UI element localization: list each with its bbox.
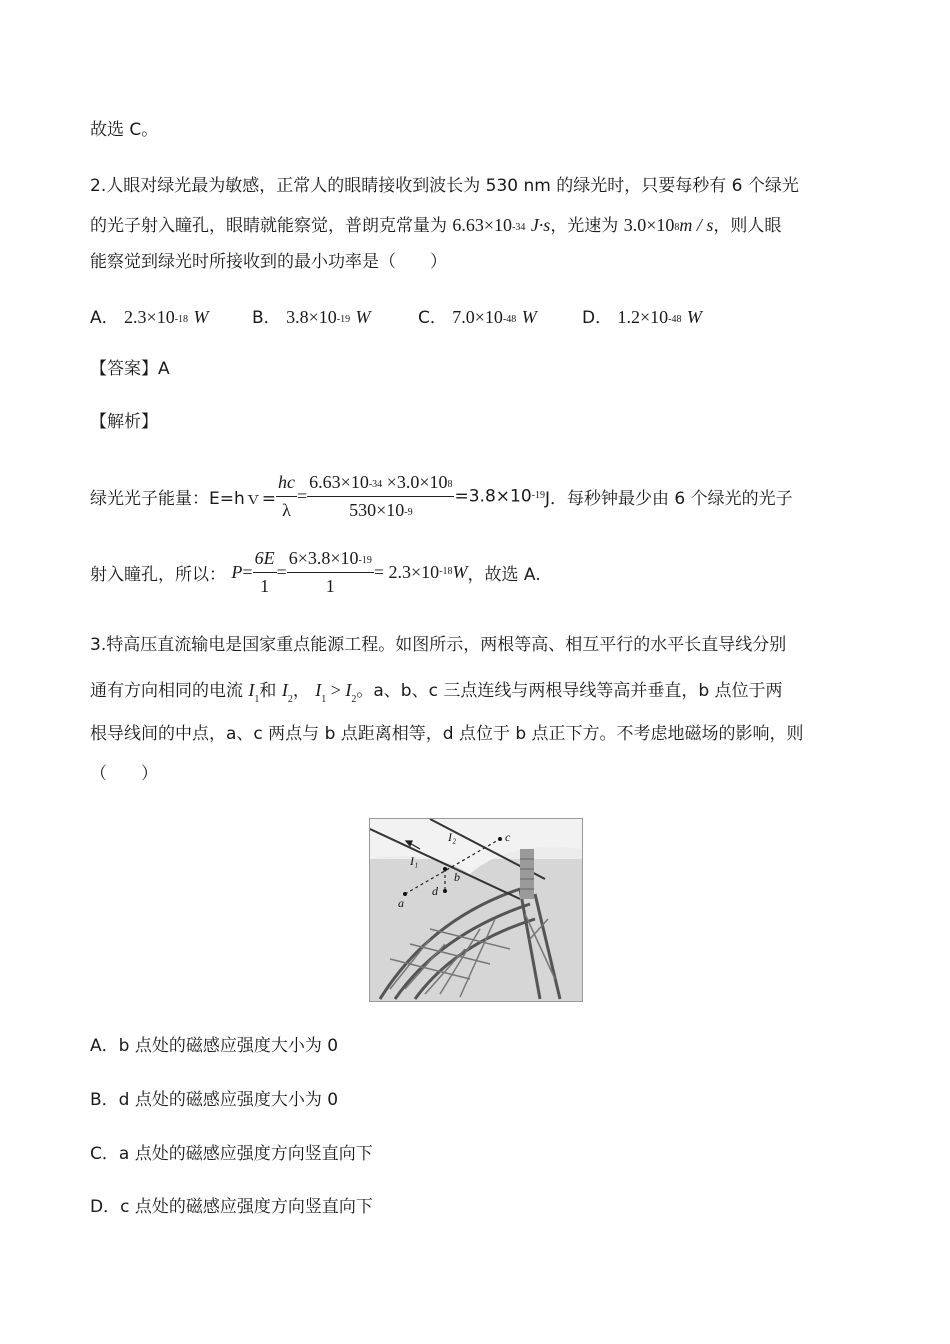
option-exp: -19 [336,314,351,325]
fraction-numerator: 6E [253,548,277,573]
q2-answer: 【答案】A [90,359,170,379]
current-symbol: I [281,680,288,700]
current-subscript: 1 [254,694,260,705]
q3-stem-line-1: 3.特高压直流输电是国家重点能源工程。如图所示，两根等高、相互平行的水平长直导线分别 [90,635,787,655]
q2-solution-line-1 [90,472,793,521]
light-speed-coef: 3.0×10 [623,215,675,235]
q2-option-a[interactable] [90,305,208,333]
denominator-exp: -9 [404,507,413,518]
q3-option-c[interactable]: C．a 点处的磁感应强度方向竖直向下 [90,1144,373,1164]
option-value: 2.3×10 [124,307,175,327]
label-i2: I₂ [448,830,457,844]
q3-text: ， [292,681,310,701]
solution-result-exp: -19 [531,490,545,501]
current-symbol: I [248,680,255,700]
q2-option-c[interactable] [418,305,537,333]
q3-text: 。a、b、c 三点连线与两根导线等高并垂直，b 点位于两 [356,681,783,701]
q2-text: 的光子射入瞳孔，眼睛就能察觉，普朗克常量为 [90,216,447,236]
equals-sign: = [242,562,253,582]
light-speed-unit: m / s [679,215,714,235]
option-label: D． [582,308,613,328]
q2-stem-line-1: 2.人眼对绿光最为敏感，正常人的眼睛接收到波长为 530 nm 的绿光时，只要每秒有 6 个绿光 [90,176,799,196]
power-tower-illustration [370,819,582,1001]
option-value: 3.8×10 [286,307,337,327]
fraction-numerator: hc [276,472,297,497]
greater-than: > [326,680,346,700]
q3-stem-line-4: （ ） [90,764,158,784]
numerator-part: 6×3.8×10 [288,548,359,568]
previous-conclusion: 故选 C。 [90,120,159,140]
current-symbol: I [345,680,352,700]
numerator-exp: 8 [447,479,453,490]
fraction-denominator: 1 [260,576,270,596]
result-value: = 2.3×10 [373,562,440,582]
current-subscript: 2 [351,694,357,705]
result-exp: -18 [439,566,453,577]
numerator-part: 6.63×10 [309,472,369,492]
denominator-part: 530×10 [349,500,405,520]
current-subscript: 1 [321,694,327,705]
q2-text: ，光速为 [550,216,619,236]
result-unit: W [452,562,468,582]
label-c: c [505,830,511,844]
label-i1: I₁ [410,854,419,868]
power-line-figure [369,818,583,1002]
fraction-denominator: 1 [325,576,335,596]
label-d: d [432,884,438,898]
option-exp: -48 [668,314,682,325]
option-value: 1.2×10 [617,307,669,327]
solution-text: 射入瞳孔，所以： [90,565,226,585]
label-b: b [454,870,460,884]
fraction-hc-lambda [276,472,297,521]
current-subscript: 2 [287,694,293,705]
q2-analysis-title: 【解析】 [90,412,158,432]
q3-stem-line-3: 根导线间的中点，a、c 两点与 b 点距离相等，d 点位于 b 点正下方。不考虑地磁场的影响，则 [90,724,804,744]
q3-text: 通有方向相同的电流 [90,681,243,701]
fraction-6e [253,548,277,597]
fraction-denominator: λ [282,500,291,520]
q3-stem-line-2 [90,678,783,706]
option-label: C． [418,308,447,328]
planck-unit: J·s [530,215,551,235]
solution-text: ，故选 A. [467,565,541,585]
equals-sign: = [276,562,287,582]
option-label: A． [90,308,119,328]
q3-option-d[interactable]: D．c 点处的磁感应强度方向竖直向下 [90,1197,373,1217]
solution-text: J．每秒钟最少由 6 个绿光的光子 [544,489,793,509]
equals-sign: = [297,486,308,506]
q3-option-b[interactable]: B．d 点处的磁感应强度大小为 0 [90,1090,339,1110]
numerator-part: ×3.0×10 [382,472,448,492]
q2-stem-line-3: 能察觉到绿光时所接收到的最小功率是（ ） [90,252,447,272]
option-unit: W [193,307,209,327]
q3-option-a[interactable]: A．b 点处的磁感应强度大小为 0 [90,1036,339,1056]
solution-text: 绿光光子能量：E=hｖ= [90,489,277,509]
option-value: 7.0×10 [452,307,503,327]
option-exp: -18 [174,314,189,325]
current-symbol: I [315,680,322,700]
fraction-power [287,548,374,597]
option-unit: W [686,307,702,327]
numerator-exp: -34 [368,479,383,490]
fraction-energy [307,472,454,521]
light-speed-exp: 8 [674,222,680,233]
option-unit: W [521,307,537,327]
numerator-exp: -19 [358,555,372,566]
q2-option-b[interactable] [252,305,370,333]
planck-exp: -34 [512,222,526,233]
option-unit: W [355,307,371,327]
q2-solution-line-2 [90,548,541,597]
solution-result: =3.8×10 [454,486,532,507]
q2-stem-line-2 [90,213,781,241]
q2-option-d[interactable] [582,305,702,333]
label-a: a [398,896,404,910]
q3-text: 和 [259,681,277,701]
option-label: B． [252,308,281,328]
q2-text: ，则人眼 [713,216,782,236]
planck-coef: 6.63×10 [452,215,513,235]
option-exp: -48 [502,314,517,325]
power-symbol: P [231,562,243,582]
